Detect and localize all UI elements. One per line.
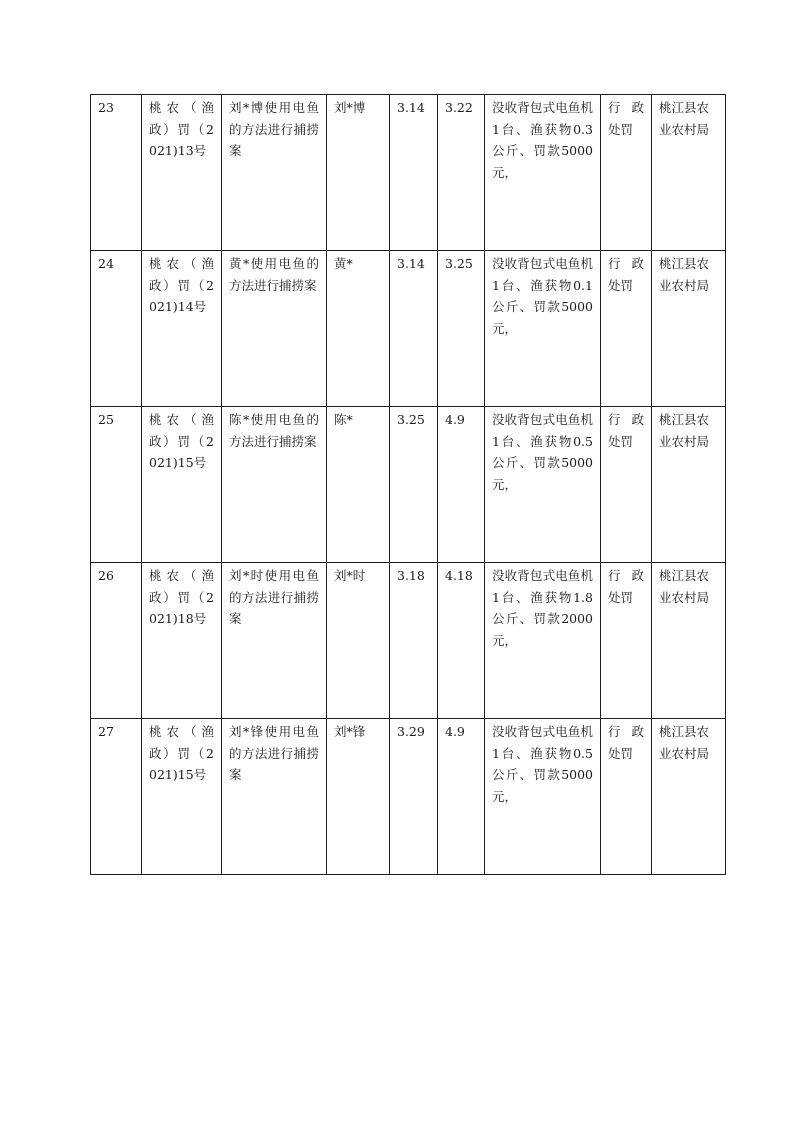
table-row <box>91 251 726 407</box>
penalty-content: 没收背包式电鱼机1台、渔获物1.8公斤、罚款2000元， <box>485 563 601 719</box>
issuing-authority: 桃江县农业农村局 <box>652 719 726 875</box>
penalty-cases-table <box>90 94 726 875</box>
row-number: 25 <box>91 407 142 563</box>
filing-date: 3.14 <box>390 95 438 251</box>
decision-date: 4.9 <box>438 719 485 875</box>
penalty-type: 行 政处罚 <box>601 251 652 407</box>
party-name: 陈* <box>327 407 390 563</box>
issuing-authority: 桃江县农业农村局 <box>652 407 726 563</box>
table-row <box>91 407 726 563</box>
penalty-type: 行 政处罚 <box>601 719 652 875</box>
row-number: 24 <box>91 251 142 407</box>
party-name: 刘*博 <box>327 95 390 251</box>
case-name: 刘*时使用电鱼的方法进行捕捞案 <box>222 563 327 719</box>
party-name: 黄* <box>327 251 390 407</box>
table-row <box>91 95 726 251</box>
penalty-type: 行 政处罚 <box>601 407 652 563</box>
decision-date: 3.22 <box>438 95 485 251</box>
issuing-authority: 桃江县农业农村局 <box>652 95 726 251</box>
issuing-authority: 桃江县农业农村局 <box>652 251 726 407</box>
decision-date: 4.18 <box>438 563 485 719</box>
document-number: 桃农（渔政）罚（2021)14号 <box>142 251 222 407</box>
document-number: 桃农（渔政）罚（2021)15号 <box>142 719 222 875</box>
filing-date: 3.29 <box>390 719 438 875</box>
party-name: 刘*时 <box>327 563 390 719</box>
penalty-content: 没收背包式电鱼机1台、渔获物0.3公斤、罚款5000元， <box>485 95 601 251</box>
penalty-content: 没收背包式电鱼机1台、渔获物0.5公斤、罚款5000元， <box>485 719 601 875</box>
table-row <box>91 563 726 719</box>
issuing-authority: 桃江县农业农村局 <box>652 563 726 719</box>
document-number: 桃农（渔政）罚（2021)18号 <box>142 563 222 719</box>
filing-date: 3.18 <box>390 563 438 719</box>
row-number: 27 <box>91 719 142 875</box>
document-number: 桃农（渔政）罚（2021)15号 <box>142 407 222 563</box>
row-number: 26 <box>91 563 142 719</box>
decision-date: 3.25 <box>438 251 485 407</box>
document-number: 桃农（渔政）罚（2021)13号 <box>142 95 222 251</box>
penalty-content: 没收背包式电鱼机1台、渔获物0.5公斤、罚款5000元， <box>485 407 601 563</box>
penalty-type: 行 政处罚 <box>601 95 652 251</box>
case-name: 刘*博使用电鱼的方法进行捕捞案 <box>222 95 327 251</box>
filing-date: 3.25 <box>390 407 438 563</box>
table-row <box>91 719 726 875</box>
party-name: 刘*锋 <box>327 719 390 875</box>
decision-date: 4.9 <box>438 407 485 563</box>
row-number: 23 <box>91 95 142 251</box>
case-name: 刘*锋使用电鱼的方法进行捕捞案 <box>222 719 327 875</box>
penalty-type: 行 政处罚 <box>601 563 652 719</box>
filing-date: 3.14 <box>390 251 438 407</box>
case-name: 黄*使用电鱼的方法进行捕捞案 <box>222 251 327 407</box>
penalty-content: 没收背包式电鱼机1台、渔获物0.1公斤、罚款5000元， <box>485 251 601 407</box>
case-name: 陈*使用电鱼的方法进行捕捞案 <box>222 407 327 563</box>
